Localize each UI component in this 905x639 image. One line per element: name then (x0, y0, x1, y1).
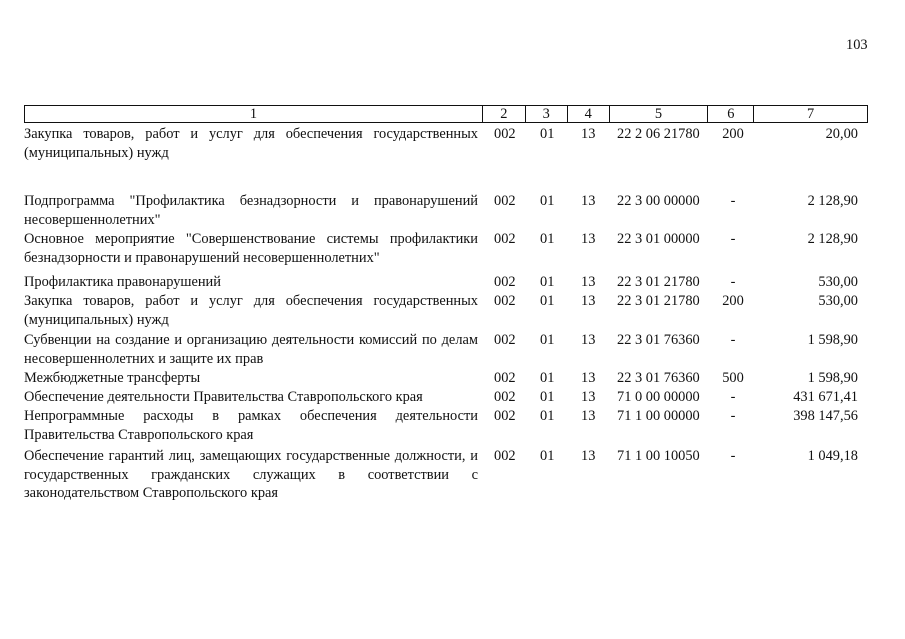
row-col-7: 530,00 (818, 293, 858, 309)
row-col-4: 13 (581, 231, 596, 247)
row-name: Непрограммные расходы в рамках обеспечения деятельности Правительства Ставропольского края (24, 408, 478, 443)
row-col-3: 01 (540, 126, 555, 142)
row-col-4: 13 (581, 126, 596, 142)
row-col-2: 002 (494, 231, 516, 247)
row-col-4: 13 (581, 370, 596, 386)
row-col-2: 002 (494, 370, 516, 386)
row-col-7: 431 671,41 (793, 389, 858, 405)
row-col-6: - (730, 408, 736, 424)
row-col-6: 200 (722, 293, 744, 309)
row-name: Основное мероприятие "Совершенствование системы профилактики безнадзорности и правонарушений несовершеннолетних" (24, 231, 478, 266)
header-col-7: 7 (807, 106, 815, 122)
header-col-6: 6 (708, 106, 754, 122)
row-col-6: - (730, 193, 736, 209)
row-col-2: 002 (494, 448, 516, 464)
row-col-7: 20,00 (825, 126, 858, 142)
row-col-5: 71 0 00 00000 (617, 389, 700, 405)
row-col-7: 530,00 (818, 274, 858, 290)
row-col-3: 01 (540, 448, 555, 464)
row-col-3: 01 (540, 231, 555, 247)
row-col-6: - (730, 332, 736, 348)
row-col-7: 1 598,90 (807, 370, 858, 386)
header-col-1: 1 (25, 106, 483, 122)
row-col-5: 22 3 00 00000 (617, 193, 700, 209)
row-col-6: - (730, 448, 736, 464)
row-col-2: 002 (494, 389, 516, 405)
row-col-5: 22 3 01 21780 (617, 274, 700, 290)
row-name: Подпрограмма "Профилактика безнадзорности и правонарушений несовершеннолетних" (24, 193, 478, 228)
row-col-2: 002 (494, 408, 516, 424)
row-col-3: 01 (540, 332, 555, 348)
row-name: Обеспечение гарантий лиц, замещающих государственные должности, и государственных гражданских служащих в соответствии с законодательством Ставропольского края (24, 448, 478, 501)
row-col-4: 13 (581, 293, 596, 309)
row-name: Субвенции на создание и организацию деятельности комиссий по делам несовершеннолетних и защите их прав (24, 332, 478, 367)
row-col-7: 398 147,56 (793, 408, 858, 424)
header-col-4: 4 (568, 106, 610, 122)
row-col-4: 13 (581, 408, 596, 424)
table-header (24, 105, 868, 123)
row-col-3: 01 (540, 370, 555, 386)
row-col-4: 13 (581, 332, 596, 348)
row-col-3: 01 (540, 274, 555, 290)
row-col-4: 13 (581, 193, 596, 209)
row-col-5: 22 2 06 21780 (617, 126, 700, 142)
row-col-5: 22 3 01 00000 (617, 231, 700, 247)
row-col-2: 002 (494, 193, 516, 209)
row-col-7: 2 128,90 (807, 231, 858, 247)
row-col-5: 71 1 00 10050 (617, 448, 700, 464)
row-col-3: 01 (540, 293, 555, 309)
row-name: Закупка товаров, работ и услуг для обеспечения государственных (муниципальных) нужд (24, 293, 478, 328)
row-col-6: - (730, 231, 736, 247)
row-col-4: 13 (581, 389, 596, 405)
row-col-3: 01 (540, 193, 555, 209)
row-name: Закупка товаров, работ и услуг для обеспечения государственных (муниципальных) нужд (24, 126, 478, 161)
row-col-4: 13 (581, 448, 596, 464)
row-col-6: - (730, 389, 736, 405)
row-name: Профилактика правонарушений (24, 274, 221, 290)
row-col-2: 002 (494, 126, 516, 142)
row-col-2: 002 (494, 274, 516, 290)
row-col-7: 1 049,18 (807, 448, 858, 464)
row-col-3: 01 (540, 389, 555, 405)
row-col-4: 13 (581, 274, 596, 290)
header-col-5: 5 (610, 106, 709, 122)
row-col-6: 500 (722, 370, 744, 386)
row-name: Обеспечение деятельности Правительства Ставропольского края (24, 389, 423, 405)
row-col-7: 1 598,90 (807, 332, 858, 348)
row-col-5: 71 1 00 00000 (617, 408, 700, 424)
page-number: 103 (846, 37, 868, 53)
row-col-3: 01 (540, 408, 555, 424)
row-name: Межбюджетные трансферты (24, 370, 201, 386)
header-col-2: 2 (483, 106, 526, 122)
header-col-3: 3 (526, 106, 568, 122)
row-col-7: 2 128,90 (807, 193, 858, 209)
row-col-6: 200 (722, 126, 744, 142)
row-col-5: 22 3 01 76360 (617, 370, 700, 386)
row-col-6: - (730, 274, 736, 290)
row-col-5: 22 3 01 76360 (617, 332, 700, 348)
row-col-2: 002 (494, 293, 516, 309)
row-col-5: 22 3 01 21780 (617, 293, 700, 309)
row-col-2: 002 (494, 332, 516, 348)
